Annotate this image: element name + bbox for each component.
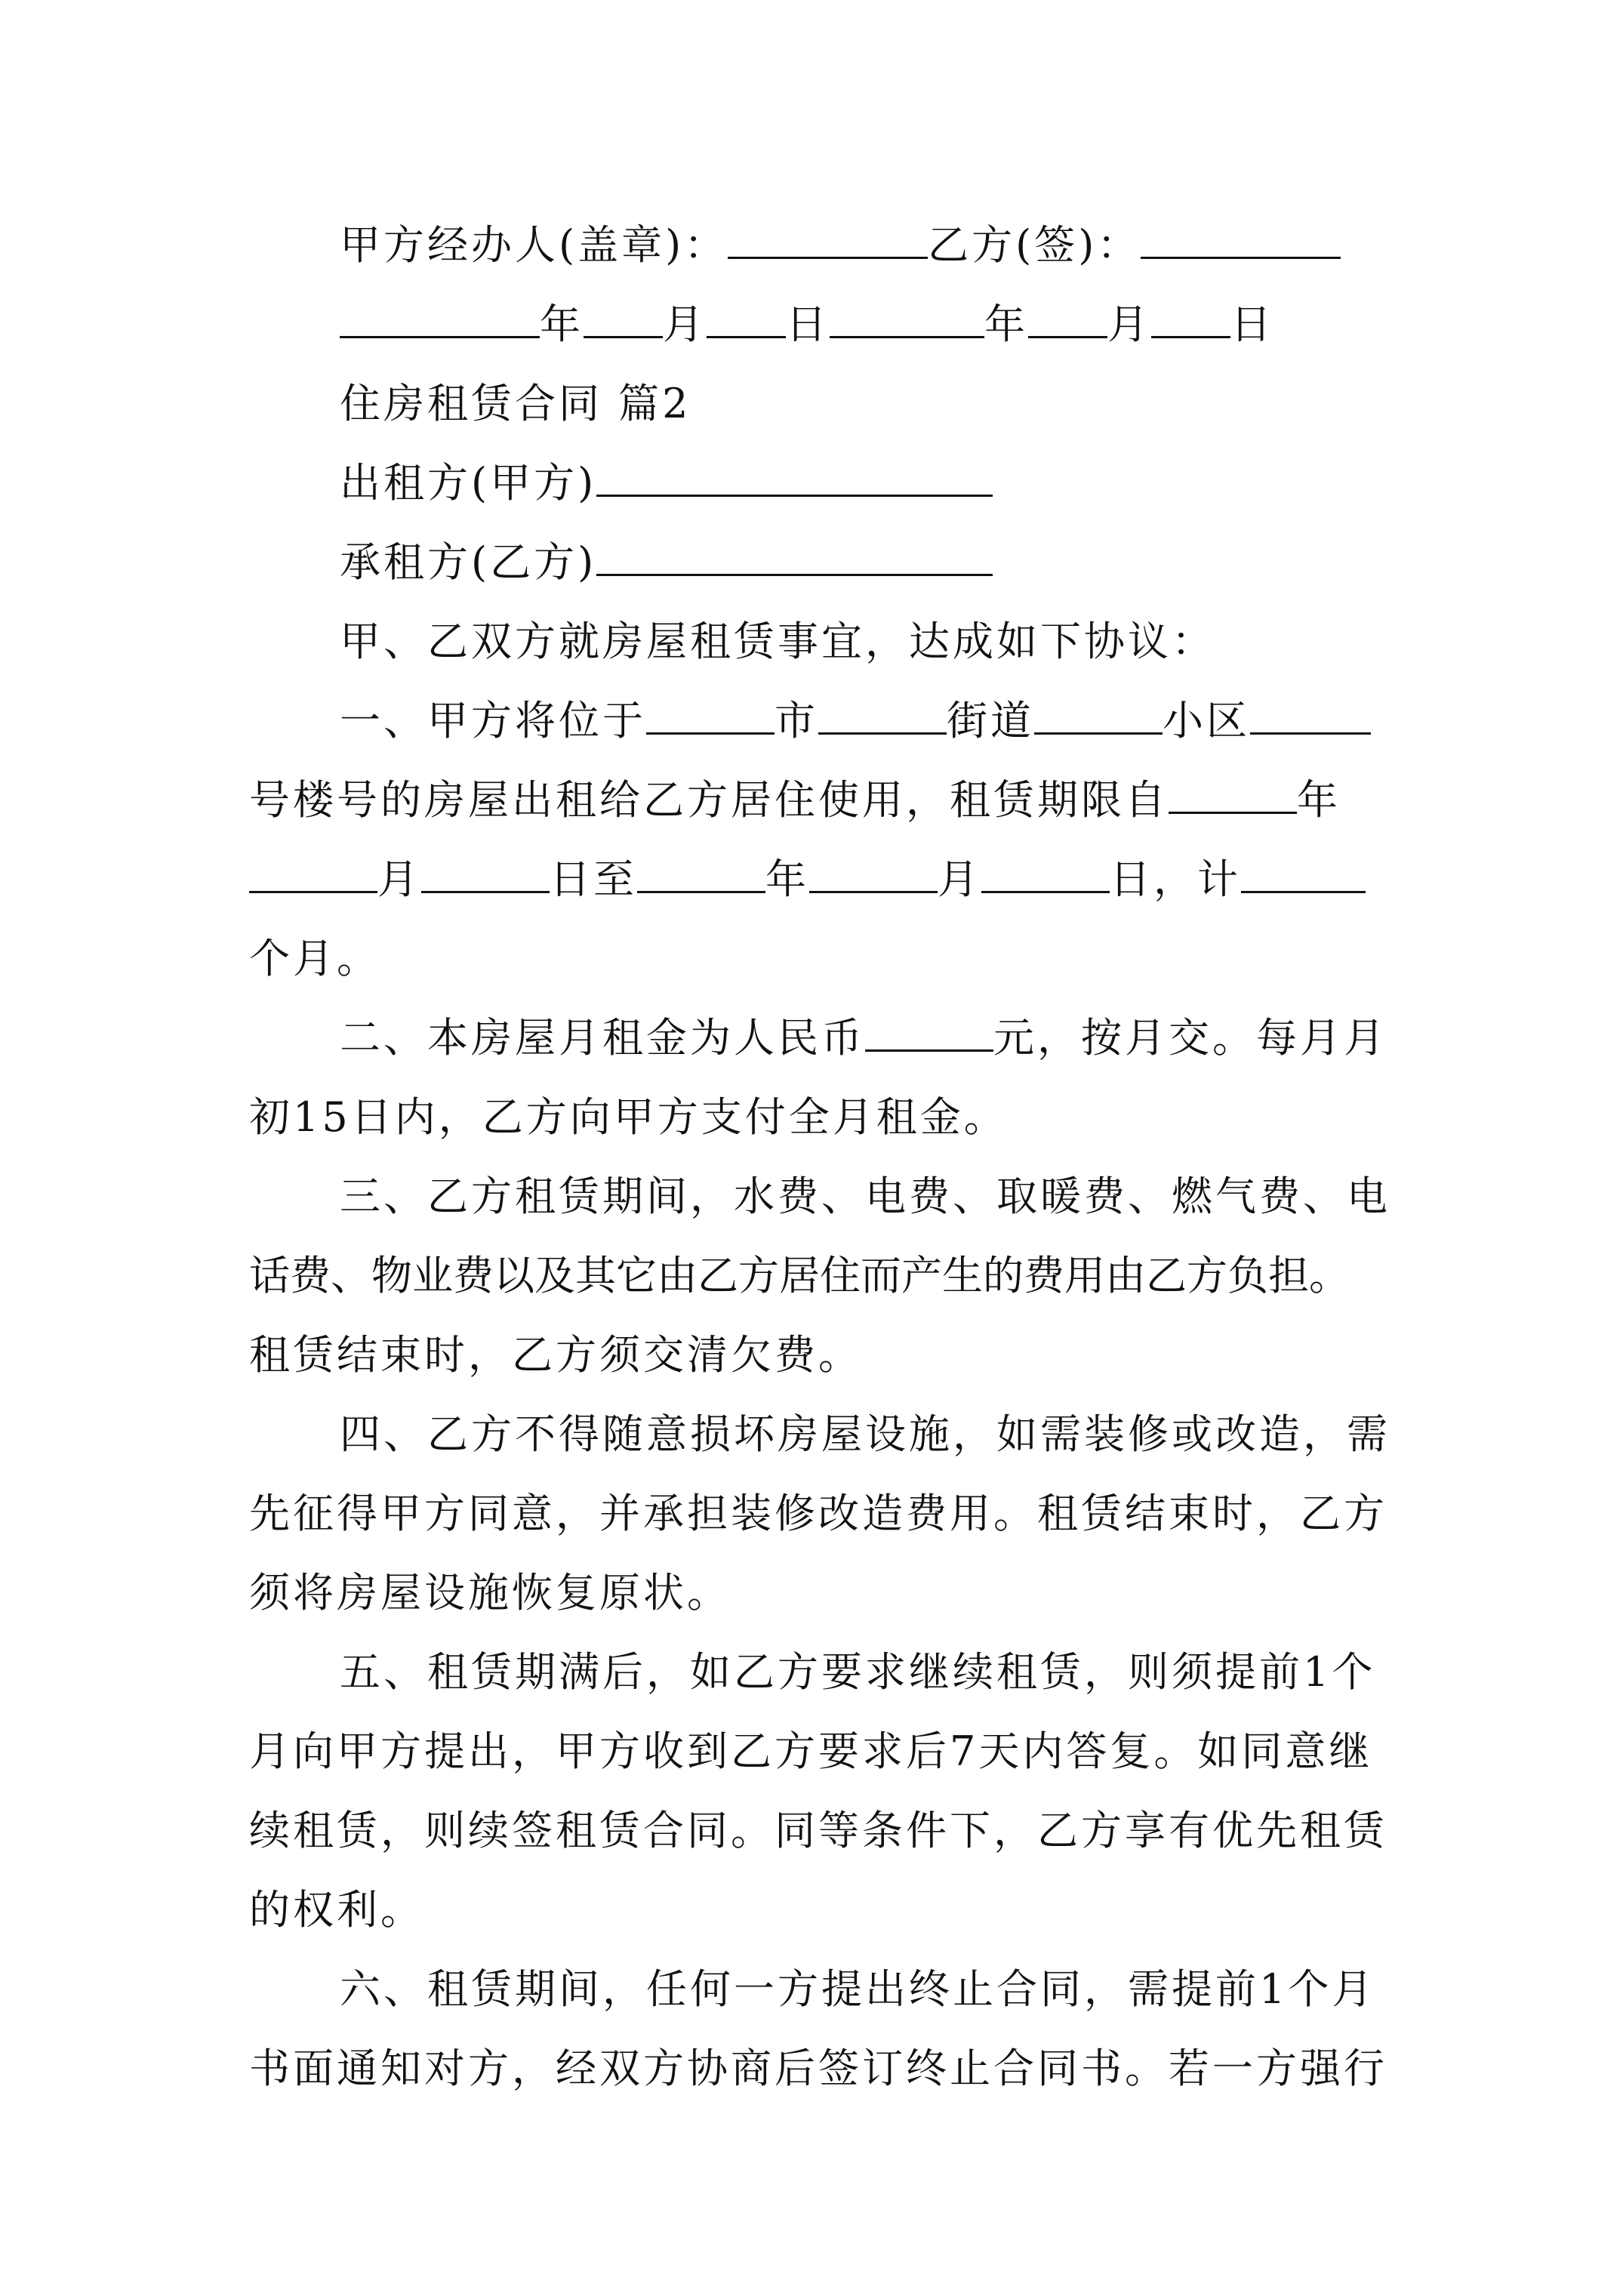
clause-text: 年: [765, 855, 809, 903]
clause-text: 日至: [550, 855, 637, 903]
lessee-label: 承租方(乙方): [340, 538, 597, 586]
party-b-month-blank[interactable]: [1028, 298, 1107, 338]
party-a-day-blank[interactable]: [707, 298, 786, 338]
clause-3-line-1: 三、乙方租赁期间，水费、电费、取暖费、燃气费、电: [340, 1173, 1390, 1220]
street-blank[interactable]: [818, 695, 947, 735]
date-row: [340, 298, 1274, 351]
party-a-agent-label: 甲方经办人(盖章)：: [340, 221, 728, 269]
building-blank[interactable]: [1250, 695, 1371, 735]
party-b-signature-blank[interactable]: [1141, 219, 1341, 259]
month-label: 月: [1107, 300, 1151, 348]
clause-text: 号楼号的房屋出租给乙方居住使用，租赁期限自: [249, 776, 1169, 824]
clause-text: 元，按月交。每月月: [993, 1014, 1387, 1062]
clause-2-line-1: [340, 1012, 1387, 1065]
clause-5-line-1: 五、租赁期满后，如乙方要求继续租赁，则须提前1个: [340, 1648, 1376, 1696]
clause-5-line-4: 的权利。: [249, 1886, 424, 1934]
party-b-year-blank[interactable]: [830, 298, 984, 338]
party-a-year-blank[interactable]: [340, 298, 540, 338]
contract-title: 住房租赁合同 篇2: [340, 380, 691, 427]
clause-text: 街道: [947, 697, 1034, 744]
clause-1-line-1: [340, 695, 1371, 747]
community-blank[interactable]: [1034, 695, 1163, 735]
end-day-blank[interactable]: [981, 853, 1110, 893]
clause-2-line-2: 初15日内，乙方向甲方支付全月租金。: [249, 1093, 1008, 1141]
clause-1-line-3: [249, 853, 1366, 906]
clause-text: 年: [1297, 776, 1341, 824]
clause-text: 月: [938, 855, 981, 903]
clause-text: 一、甲方将位于: [340, 697, 646, 744]
intro-paragraph: 甲、乙双方就房屋租赁事宜，达成如下协议：: [340, 618, 1215, 665]
end-year-blank[interactable]: [637, 853, 765, 893]
rent-amount-blank[interactable]: [865, 1012, 993, 1052]
day-label: 日: [1230, 300, 1274, 348]
month-label: 月: [663, 300, 707, 348]
clause-text: 二、本房屋月租金为人民币: [340, 1014, 865, 1062]
clause-text: 月: [377, 855, 421, 903]
year-label: 年: [984, 300, 1028, 348]
city-blank[interactable]: [646, 695, 775, 735]
lessee-row: [340, 536, 993, 589]
total-months-blank[interactable]: [1241, 853, 1366, 893]
party-b-sign-label: 乙方(签)：: [928, 221, 1141, 269]
lessor-row: [340, 457, 993, 510]
party-a-month-blank[interactable]: [584, 298, 663, 338]
clause-4-line-2: 先征得甲方同意，并承担装修改造费用。租赁结束时，乙方: [249, 1490, 1387, 1537]
clause-text: 日，计: [1110, 855, 1241, 903]
clause-3-line-2: 话费、物业费以及其它由乙方居住而产生的费用由乙方负担。: [249, 1252, 1350, 1299]
party-b-day-blank[interactable]: [1151, 298, 1230, 338]
start-year-blank[interactable]: [1169, 774, 1297, 814]
clause-5-line-2: 月向甲方提出，甲方收到乙方要求后7天内答复。如同意继: [249, 1727, 1373, 1775]
year-label: 年: [540, 300, 584, 348]
clause-4-line-3: 须将房屋设施恢复原状。: [249, 1569, 731, 1616]
clause-1-line-2: [249, 774, 1341, 827]
lessee-blank[interactable]: [596, 536, 993, 576]
clause-text: 市: [775, 697, 818, 744]
party-a-signature-blank[interactable]: [728, 219, 928, 259]
lessor-label: 出租方(甲方): [340, 459, 597, 507]
clause-6-line-1: 六、租赁期间，任何一方提出终止合同，需提前1个月: [340, 1965, 1376, 2013]
clause-3-line-3: 租赁结束时，乙方须交清欠费。: [249, 1331, 862, 1379]
lessor-blank[interactable]: [596, 457, 993, 497]
end-month-blank[interactable]: [809, 853, 938, 893]
clause-6-line-2: 书面通知对方，经双方协商后签订终止合同书。若一方强行: [249, 2045, 1387, 2092]
clause-text: 小区: [1163, 697, 1250, 744]
day-label: 日: [786, 300, 830, 348]
clause-5-line-3: 续租赁，则续签租赁合同。同等条件下，乙方享有优先租赁: [249, 1807, 1387, 1854]
signature-row: [340, 219, 1341, 272]
clause-1-line-4: 个月。: [249, 935, 380, 982]
start-day-blank[interactable]: [421, 853, 550, 893]
clause-4-line-1: 四、乙方不得随意损坏房屋设施，如需装修或改造，需: [340, 1410, 1390, 1458]
start-month-blank[interactable]: [249, 853, 377, 893]
